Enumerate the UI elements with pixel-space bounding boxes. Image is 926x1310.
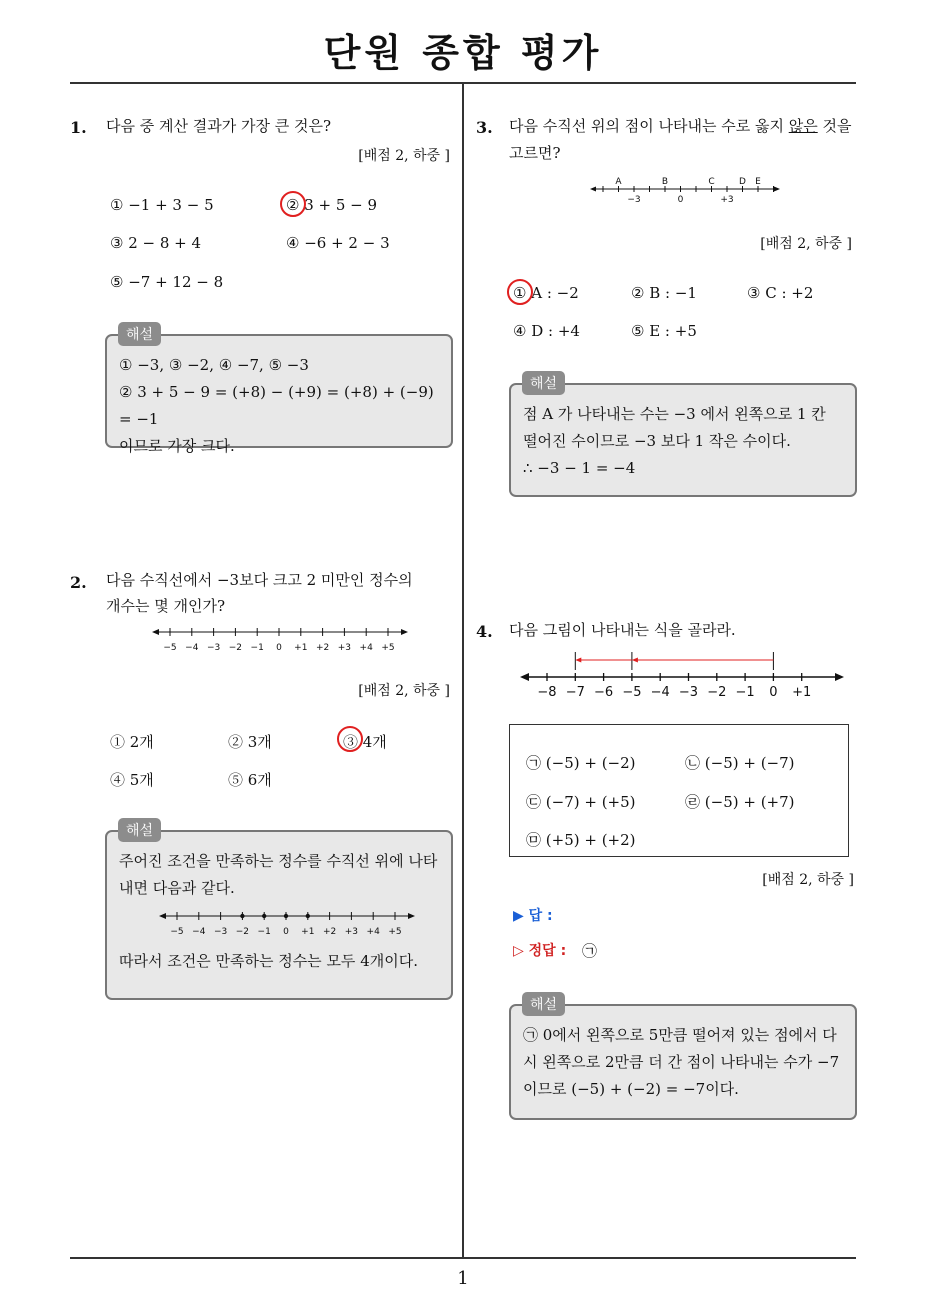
q3-solution-line: ∴ −3 − 1 = −4 (523, 459, 636, 477)
q3-text-line2: 고르면? (509, 144, 561, 162)
q4-options-box (509, 724, 849, 857)
q4-arrow-right (835, 673, 844, 681)
page-title: 단원 종합 평가 (323, 31, 603, 75)
q3-tick-label: +3 (720, 195, 734, 205)
q2-selected-mark (337, 726, 363, 752)
column-divider (462, 84, 464, 1258)
q2-sol-point (262, 914, 266, 918)
q3-arrow-left (590, 187, 596, 192)
q2-score: [배점 2, 하중 ] (358, 683, 450, 699)
q2-tick-label: +4 (359, 643, 373, 653)
q2-tick-label: +1 (294, 643, 308, 653)
q2-sol-point (284, 914, 288, 918)
q4-tick-label: −8 (537, 685, 557, 700)
q2-tick-label: −5 (163, 643, 177, 653)
q3-score: [배점 2, 하중 ] (760, 236, 852, 252)
q3-text-a: 다음 수직선 위의 점이 나타내는 수로 옳지 (509, 117, 789, 135)
q3-point-label: B (661, 177, 669, 187)
q1-solution-line: 이므로 가장 크다. (119, 437, 235, 455)
q2-sol-tick-label: +1 (301, 927, 315, 937)
footer-rule (70, 1257, 856, 1259)
q3-choice-1[interactable]: ① A : −2 (513, 284, 579, 302)
q4-option-2[interactable]: ㉡ (−5) + (−7) (685, 754, 795, 772)
q2-sol-point (240, 914, 244, 918)
q4-tick-label: 0 (769, 685, 778, 700)
q2-tick-label: −3 (206, 643, 221, 653)
q1-choice-5[interactable]: ⑤ −7 + 12 − 8 (110, 273, 224, 291)
q2-solution-line: 주어진 조건을 만족하는 정수를 수직선 위에 나타 (119, 852, 438, 870)
q2-sol-tick-label: +4 (366, 927, 380, 937)
q4-option-4[interactable]: ㉣ (−5) + (+7) (685, 793, 795, 811)
q2-sol-tick-label: +3 (344, 927, 359, 937)
q1-solution-tag: 해설 (118, 322, 161, 346)
q1-choice-1[interactable]: ① −1 + 3 − 5 (110, 196, 214, 214)
q1-selected-mark (280, 191, 306, 217)
q4-solution-tag: 해설 (522, 992, 565, 1016)
q4-arrowhead (575, 658, 581, 663)
q1-score: [배점 2, 하중 ] (358, 148, 450, 164)
q2-sol-point (306, 914, 310, 918)
q3-selected-mark (507, 279, 533, 305)
page-number: 1 (457, 1268, 469, 1289)
q3-point-label: A (615, 177, 622, 187)
q4-answer-label: ▶ 답 : (513, 908, 553, 924)
q1-choice-4[interactable]: ④ −6 + 2 − 3 (286, 234, 390, 252)
q1-solution-line: ② 3 + 5 − 9 = (+8) − (+9) = (+8) + (−9) = −1 (119, 383, 434, 428)
q4-solution-line: 시 왼쪽으로 2만큼 더 간 점이 나타내는 수가 −7 (523, 1053, 840, 1071)
q3-solution-box (509, 383, 857, 497)
q3-choice-5[interactable]: ⑤ E : +5 (631, 322, 697, 340)
q2-sol-arrow-left (159, 913, 166, 919)
q4-tick-label: −6 (594, 685, 614, 700)
q1-solution-box (105, 334, 453, 455)
q2-sol-tick-label: −4 (192, 927, 206, 937)
q3-tick-label: −3 (627, 195, 641, 205)
q4-tick-label: −1 (735, 685, 755, 700)
q2-choice-2[interactable]: ② 3개 (228, 733, 272, 751)
q2-choice-4[interactable]: ④ 5개 (110, 771, 154, 789)
q3-solution-line: 떨어진 수이므로 −3 보다 1 작은 수이다. (523, 432, 791, 450)
q2-solution-box (105, 830, 453, 1000)
q3-text-underlined: 않은 (788, 117, 818, 135)
q4-tick-label: −5 (622, 685, 642, 700)
q2-solution-tag: 해설 (118, 818, 161, 842)
q1-choice-2[interactable]: ② 3 + 5 − 9 (286, 196, 378, 214)
q3-point-label: E (755, 177, 761, 187)
q3-point-label: C (708, 177, 715, 187)
q3-tick-label: 0 (677, 195, 684, 205)
q3-arrow-right (774, 187, 780, 192)
q2-solution-line: 내면 다음과 같다. (119, 879, 235, 897)
q4-number-line (520, 648, 846, 704)
q2-choice-1[interactable]: ① 2개 (110, 733, 154, 751)
q2-arrow-right (401, 629, 408, 635)
q1-number: 1. (70, 118, 87, 137)
q4-text: 다음 그림이 나타내는 식을 골라라. (509, 621, 736, 639)
q4-tick-label: +1 (792, 685, 812, 700)
q4-option-1[interactable]: ㉠ (−5) + (−2) (526, 754, 636, 772)
q4-solution-line: 이므로 (−5) + (−2) = −7이다. (523, 1080, 739, 1098)
q3-point-label: D (739, 177, 746, 187)
q4-solution-line: ㉠ 0에서 왼쪽으로 5만큼 떨어져 있는 점에서 다 (523, 1026, 837, 1044)
q2-tick-label: −4 (185, 643, 199, 653)
q4-arrow-left (520, 673, 529, 681)
q2-tick-label: +5 (381, 643, 395, 653)
q3-number-line (588, 174, 782, 208)
q2-tick-label: 0 (276, 643, 282, 653)
q2-text-line1: 다음 수직선에서 −3보다 크고 2 미만인 정수의 (106, 571, 413, 589)
q4-correct-value: ㉠ (582, 942, 598, 960)
q3-text-line1 (509, 113, 851, 140)
q2-solution-line: 따라서 조건은 만족하는 정수는 모두 4개이다. (119, 952, 418, 970)
q3-solution-line: 점 A 가 나타내는 수는 −3 에서 왼쪽으로 1 칸 (523, 405, 826, 423)
q2-text-line2: 개수는 몇 개인가? (106, 597, 226, 615)
q4-arrowhead (632, 658, 638, 663)
q3-solution-tag: 해설 (522, 371, 565, 395)
q2-sol-tick-label: −3 (213, 927, 228, 937)
q2-sol-tick-label: +5 (388, 927, 402, 937)
q4-correct-label: ▷ 정답 : (513, 943, 567, 959)
q2-tick-label: −1 (250, 643, 264, 653)
q4-number: 4. (476, 622, 493, 641)
q2-number: 2. (70, 573, 87, 592)
q3-text-b: 것을 (817, 117, 852, 135)
q1-solution-line: ① −3, ③ −2, ④ −7, ⑤ −3 (119, 356, 309, 374)
q2-tick-label: −2 (228, 643, 243, 653)
q4-tick-label: −3 (678, 685, 699, 700)
q2-choice-5[interactable]: ⑤ 6개 (228, 771, 272, 789)
q4-tick-label: −7 (565, 685, 585, 700)
q2-choice-3[interactable]: ③ 4개 (343, 733, 387, 751)
q4-solution-box (509, 1004, 857, 1120)
q2-tick-label: +2 (315, 643, 330, 653)
q1-choice-3[interactable]: ③ 2 − 8 + 4 (110, 234, 202, 252)
q2-sol-tick-label: −1 (257, 927, 271, 937)
q3-choice-2[interactable]: ② B : −1 (631, 284, 697, 302)
q3-choice-4[interactable]: ④ D : +4 (513, 322, 580, 340)
q2-number-line (150, 622, 410, 656)
q2-sol-tick-label: −5 (170, 927, 184, 937)
q3-choice-3[interactable]: ③ C : +2 (747, 284, 814, 302)
q2-sol-tick-label: 0 (283, 927, 289, 937)
q2-sol-tick-label: −2 (235, 927, 250, 937)
q2-sol-arrow-right (408, 913, 415, 919)
q4-tick-label: −2 (707, 685, 727, 700)
q2-solution-number-line (157, 906, 417, 940)
q2-sol-tick-label: +2 (322, 927, 337, 937)
q4-tick-label: −4 (650, 685, 670, 700)
q4-score: [배점 2, 하중 ] (762, 872, 854, 888)
q3-number: 3. (476, 118, 493, 137)
q4-option-5[interactable]: ㉤ (+5) + (+2) (526, 831, 636, 849)
q4-option-3[interactable]: ㉢ (−7) + (+5) (526, 793, 636, 811)
q2-arrow-left (152, 629, 159, 635)
q1-text: 다음 중 계산 결과가 가장 큰 것은? (106, 117, 332, 135)
q2-tick-label: +3 (337, 643, 352, 653)
